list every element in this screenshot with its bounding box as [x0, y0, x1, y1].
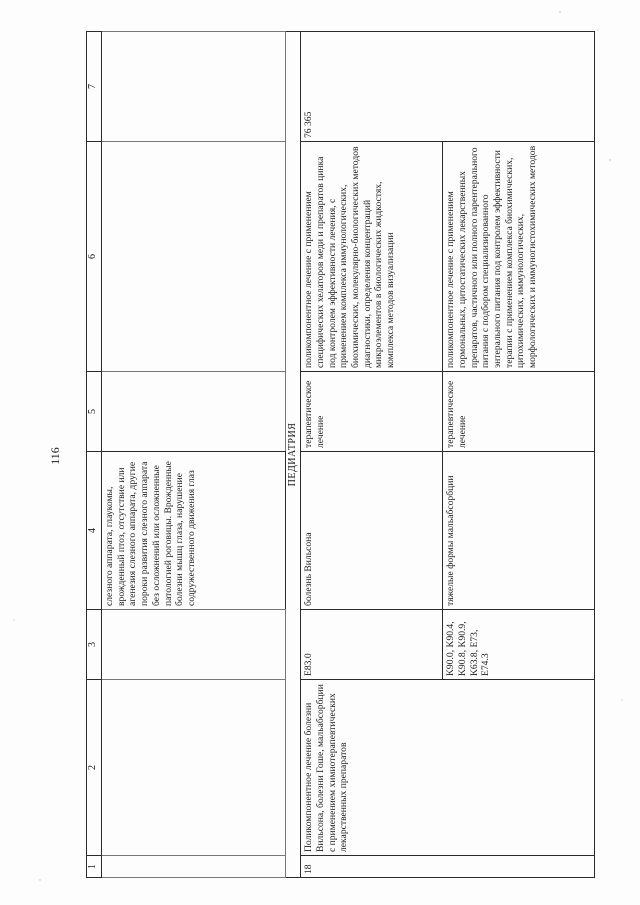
column-number: 5 [87, 372, 102, 452]
care-type: Поликомпонентное лечение болезни Вильсона, болезни Гоше, мальабсорбции с применением химиотерапевтических лекарственных препаратов [301, 680, 595, 856]
empty-cell [102, 372, 286, 452]
column-number: 4 [87, 452, 102, 610]
rotated-table-container [86, 32, 566, 878]
column-number: 6 [87, 142, 102, 372]
treatment-method: поликомпонентное лечение с применением специфических хелаторов меди и препаратов цинка под контролем эффективности лечения, с применением комплекса иммунологических, биохимических, молекулярно-биологических методов диагностики, определения концентраций микроэлементов в биологических жидкостях, комплекса методов визуализации [301, 142, 443, 372]
empty-cell [102, 32, 286, 142]
empty-cell [102, 142, 286, 372]
row-number: 18 [301, 856, 595, 878]
price: 76 365 [301, 32, 595, 142]
section-heading-row [286, 32, 301, 878]
icd-codes: K90.0, K90.4, K90.8, K90.9, K63.8, E73, E74.3 [443, 610, 595, 680]
column-number: 2 [87, 680, 102, 856]
empty-cell [102, 610, 286, 680]
section-heading: ПЕДИАТРИЯ [286, 32, 301, 878]
column-number: 7 [87, 32, 102, 142]
column-number: 3 [87, 610, 102, 680]
table-row [301, 32, 443, 878]
icd-codes: E83.0 [301, 610, 443, 680]
medical-care-table [86, 31, 595, 878]
column-number: 1 [87, 856, 102, 878]
empty-cell [102, 680, 286, 856]
diagnosis: тяжелые формы мальабсорбции [443, 452, 595, 610]
diagnosis: болезнь Вильсона [301, 452, 443, 610]
continuation-row [102, 32, 286, 878]
page-number: 116 [48, 447, 62, 465]
treatment-type: терапевтическое лечение [301, 372, 443, 452]
treatment-method: поликомпонентное лечение с применением гормональных, цитостатических лекарственных препаратов, частичного или полного парентерального питания с подбором специализированного энтерального питания под контролем эффективности терапии с применением комплекса биохимических, цитохимических, иммунологических, морфологических и иммуногистохимических методов [443, 142, 595, 372]
column-number-row [87, 32, 102, 878]
diagnosis-continuation: слезного аппарата, глаукомы, врожденный птоз, отсутствие или агенезия слезного аппарата, другие пороки развития слезного аппарата без осложнений или осложненные патологией роговицы. Врожденные болезни мышц глаза, нарушение содружественного движения глаз [102, 452, 286, 610]
treatment-type: терапевтическое лечение [443, 372, 595, 452]
empty-cell [102, 856, 286, 878]
